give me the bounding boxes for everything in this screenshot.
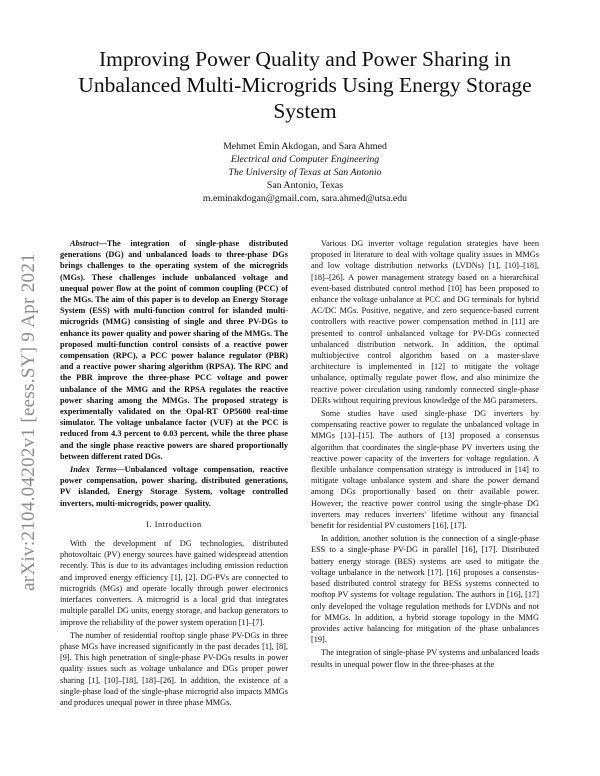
section-heading-introduction: I. Introduction xyxy=(146,519,202,529)
body-paragraph: The integration of single-phase PV systems and unbalanced loads results in unequal power flow in the three-phases at the xyxy=(311,648,539,669)
index-terms-label: Index Terms— xyxy=(70,465,125,475)
body-paragraph: Various DG inverter voltage regulation strategies have been proposed in literature to deal with voltage quality issues in MMGs and low voltage distribution networks (LVDNs) [1], [10]–[18], [18]–[26]. A power management strategy based on a hierarchical event-based distributed control method [10] has been proposed to enhance the voltage unbalance at PCC and DG terminals for hybrid AC/DC MGs. Positive, negative, and zero sequence-based current controllers with reactive power compensation method in [11] are presented to control unbalanced voltage for PV-DGs connected unbalanced distribution network. In addition, the optimal multiobjective control algorithm based on a master-slave architecture is implemented in [12] to mitigate the voltage unbalance, optimally regulate power flow, and also minimize the reactive power circulation using randomly connected single-phase DERs without requiring previous knowledge of the MG parameters. xyxy=(311,239,539,405)
author-emails: m.eminakdogan@gmail.com, sara.ahmed@utsa.edu xyxy=(202,193,408,204)
author-department: Electrical and Computer Engineering xyxy=(230,154,380,165)
author-block xyxy=(90,140,520,205)
body-paragraph: The number of residential rooftop single phase PV-DGs in three phase MGs have increased significantly in the past decades [1], [8], [9]. This high penetration of single-phase PV-DGs results in power quality issues such as voltage unbalance and DGs proper power sharing [1], [10]–[18], [18]–[26]. In addition, the existence of a single-phase load of the single-phase microgrid also impacts MMGs and produces unequal power in three phase MMGs. xyxy=(60,630,288,707)
author-university: The University of Texas at San Antonio xyxy=(228,167,382,178)
abstract-text: The integration of single-phase distributed generations (DG) and unbalanced loads to three-phase DGs brings challenges to the operating system of the microgrids (MGs). These challenges include unbalanced voltage and unequal power flow at the point of common coupling (PCC) of the MGs. The aim of this paper is to develop an Energy Storage System (ESS) with multi-function control for islanded multi-microgrids (MMG) consisting of single and three PV-DGs to enhance its power quality and power sharing of the MMGs. The proposed multi-function control consists of a reactive power compensation (RPC), a PCC power balance regulator (PBR) and a reactive power sharing algorithm (RPSA). The RPC and the PBR improve the three-phase PCC voltage and power unbalance of the MMG and the RPSA regulates the reactive power sharing among the MMGs. The proposed strategy is experimentally validated on the Opal-RT OP5600 real-time simulator. The voltage unbalance factor (VUF) at the PCC is reduced from 4.3 percent to 0.03 percent, while the three phase and the single phase reactive powers are shared proportionally between different rated DGs. xyxy=(60,239,288,461)
abstract xyxy=(60,238,288,462)
body-paragraph: In addition, another solution is the connection of a single-phase ESS to a single-phase PV-DG in parallel [16], [17]. Distributed battery energy storage (BES) systems are used to mitigate the voltage unbalance in the network [17]. [16] proposes a consensus-based distributed control strategy for BESs systems connected to rooftop PV systems for voltage regulation. The authors in [16], [17] only developed the voltage regulation methods for LVDNs and not for MMGs. In addition, a hybrid storage topology in the MMG provides active balancing for mitigation of the phase unbalances [19]. xyxy=(311,534,539,645)
body-paragraph: With the development of DG technologies, distributed photovoltaic (PV) energy sources have gained widespread attention recently. This is due to its advantages including emission reduction and improved energy efficiency [1], [2]. DG-PVs are connected to microgrids (MGs) and operate locally through power electronics interfaces converters. A microgrid is a local grid that integrates multiple parallel DG units, energy storage, and backup generators to improve the reliability of the power system operation [1]–[7]. xyxy=(60,539,288,627)
index-terms xyxy=(60,464,288,509)
arxiv-id-text: arXiv:2104.04202v1 [eess.SY] 9 Apr 2021 xyxy=(18,253,39,591)
paper-title: Improving Power Quality and Power Sharing in Unbalanced Multi-Microgrids Using Energy Storage System xyxy=(78,47,532,123)
abstract-label: Abstract— xyxy=(70,239,107,248)
right-column xyxy=(311,238,539,672)
index-terms-text: Unbalanced voltage compensation, reactive power compensation, power sharing, distributed generations, PV islanded, Energy Storage System, voltage controlled inverters, multi-microgrids, power quality. xyxy=(60,465,288,508)
body-paragraph: Some studies have used single-phase DG inverters by compensating reactive power to regulate the unbalanced voltage in MMGs [13]–[15]. The authors of [13] proposed a consensus algorithm that coordinates the single-phase PV inverters using the reactive power capacity of the inverters for voltage regulation. A flexible unbalance compensation strategy is introduced in [14] to mitigate voltage unbalance system and share the power demand among DGs proportionally based on their available power. However, the reactive power control using the single-phase DG inverters may reduces inverters' lifetime without any financial benefit for residential PV customers [16], [17]. xyxy=(311,409,539,531)
author-names: Mehmet Emin Akdogan, and Sara Ahmed xyxy=(223,141,387,152)
left-column xyxy=(60,238,288,710)
author-location: San Antonio, Texas xyxy=(266,180,344,191)
arxiv-identifier xyxy=(14,212,44,632)
